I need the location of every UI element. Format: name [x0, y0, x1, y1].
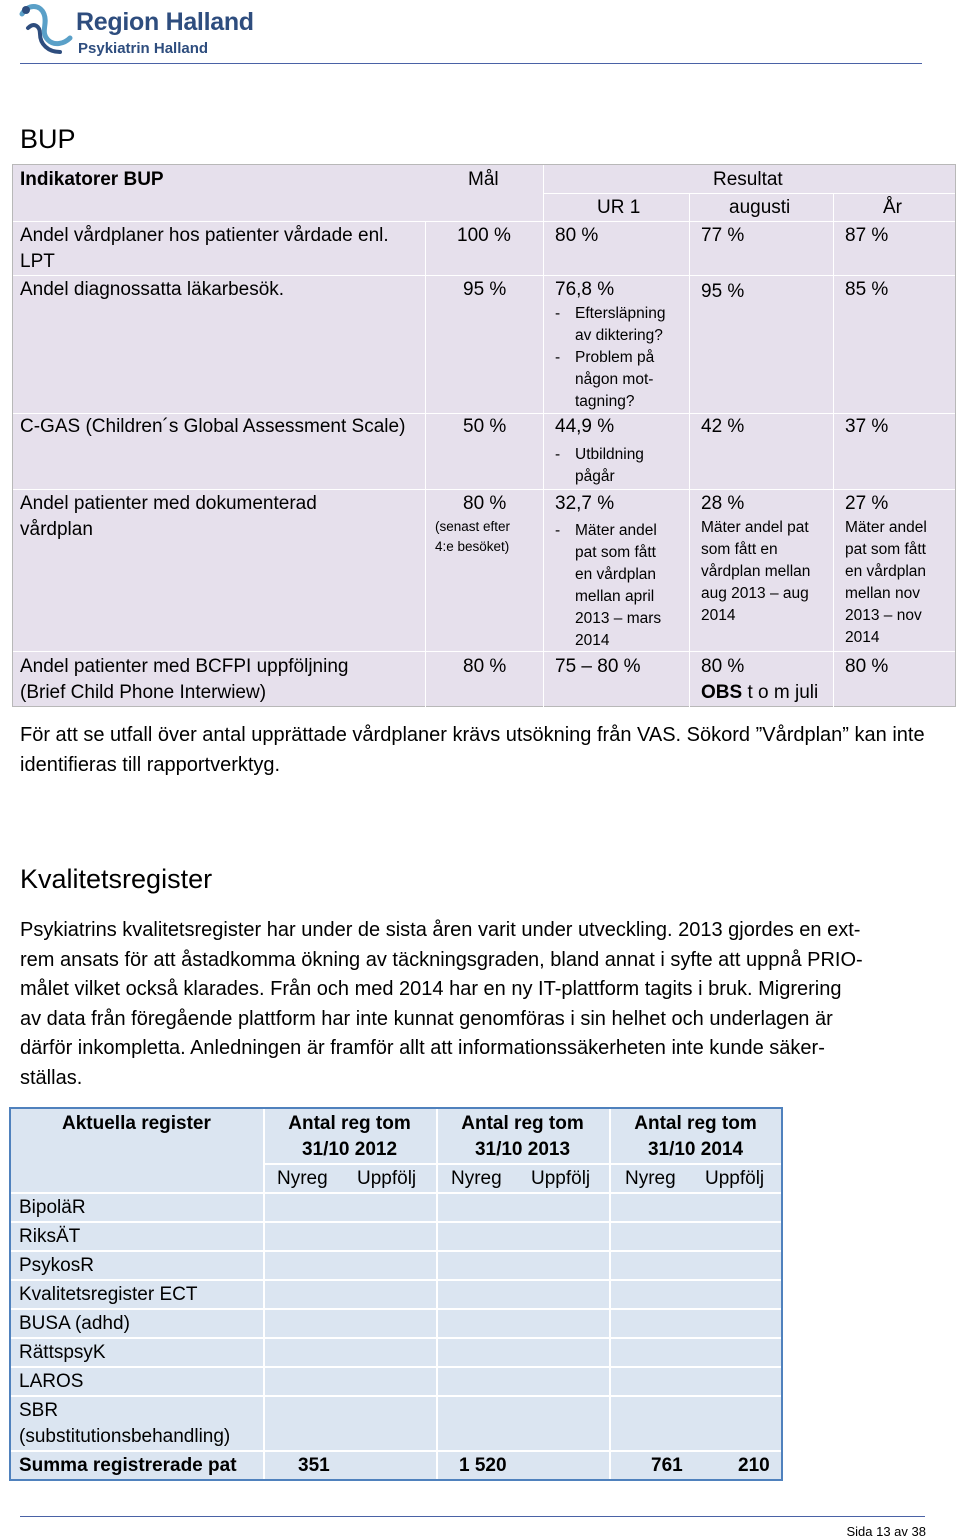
row-line: SBR	[19, 1400, 59, 1421]
group-header-2012	[263, 1111, 436, 1163]
cell-augusti: 77 %	[701, 225, 745, 246]
note-line: pat som fått	[575, 544, 656, 561]
col-header-ur1: UR 1	[597, 197, 641, 218]
sub-header-nyreg: Nyreg	[451, 1168, 502, 1189]
grid-line	[11, 1395, 781, 1397]
register-table	[9, 1107, 783, 1481]
table-row-rattspsyk: RättspsyK	[19, 1342, 106, 1363]
sub-header-nyreg: Nyreg	[277, 1168, 328, 1189]
grid-line	[13, 221, 955, 222]
name-line: Andel patienter med BCFPI uppföljning	[20, 656, 349, 677]
note-line: - Eftersläpning	[575, 305, 666, 322]
obs-rest: t o m juli	[742, 682, 819, 703]
grid-line	[11, 1366, 781, 1368]
cell-ar: 80 %	[845, 656, 889, 677]
cell-ur1: 44,9 %	[555, 416, 615, 437]
grid-line	[543, 165, 544, 707]
grid-line	[689, 193, 690, 707]
note-line: Mäter andel pat	[701, 519, 809, 536]
cell-augusti: 42 %	[701, 416, 745, 437]
cell-ur1: 32,7 %	[555, 493, 615, 514]
name-line: LPT	[20, 251, 55, 272]
grid-line	[11, 1279, 781, 1281]
header-line: Antal reg tom	[288, 1113, 411, 1134]
note-line: en vårdplan	[845, 563, 927, 580]
grid-line	[833, 193, 834, 707]
grid-line	[11, 1308, 781, 1310]
cell-ar: 27 %	[845, 493, 889, 514]
value-line: 80 %	[701, 656, 745, 677]
body-line: målet vilket också klarades. Från och med 2014 har en ny IT-plattform tagits i bruk. Migrering	[20, 978, 842, 1000]
grid-line	[263, 1163, 781, 1165]
note-paragraph: För att se utfall över antal upprättade vårdplaner krävs utsökning från VAS. Sökord ”Vårdplan” kan inte identifieras till rapportverktyg.	[20, 724, 925, 776]
cell-mal: 95 %	[463, 279, 507, 300]
body-paragraph	[20, 916, 950, 1093]
note-line: 2014	[845, 629, 880, 646]
cell-ur1: 80 %	[555, 225, 599, 246]
cell-ur1-notes	[555, 520, 661, 652]
table-row-rikseat: RiksÄT	[19, 1226, 81, 1247]
note-line: vårdplan mellan	[701, 563, 811, 580]
logo-mark-icon	[18, 2, 74, 60]
grid-line	[13, 275, 955, 276]
section-title-bup: BUP	[20, 124, 76, 154]
table-row-psykosr: PsykosR	[19, 1255, 94, 1276]
note-line: mellan nov	[845, 585, 920, 602]
body-line: därför inkompletta. Anledningen är framför allt att informationssäkerheten inte kunde säker-	[20, 1037, 825, 1059]
cell-mal: 80 %	[463, 493, 507, 514]
cell-ur1: 76,8 %	[555, 279, 615, 300]
grid-line	[13, 489, 955, 490]
grid-line	[11, 1450, 781, 1452]
table-row-ect: Kvalitetsregister ECT	[19, 1284, 198, 1305]
col-header-indikatorer: Indikatorer BUP	[20, 169, 164, 190]
table-row-name	[20, 223, 389, 275]
grid-line	[11, 1250, 781, 1252]
summa-value-2014-nyreg: 761	[651, 1455, 683, 1476]
header-line: 31/10 2013	[474, 1139, 571, 1160]
header-line: Antal reg tom	[461, 1113, 584, 1134]
cell-ur1-notes	[555, 303, 665, 413]
col-header-aktuella-register: Aktuella register	[62, 1113, 211, 1134]
table-row-name	[20, 491, 317, 543]
col-header-augusti: augusti	[729, 197, 791, 218]
table-row-laros: LAROS	[19, 1371, 84, 1392]
footer-rule	[20, 1516, 925, 1517]
row-line: (substitutionsbehandling)	[19, 1426, 231, 1447]
cell-mal: 100 %	[457, 225, 511, 246]
cell-ar: 87 %	[845, 225, 889, 246]
name-line: Andel patienter med dokumenterad	[20, 493, 317, 514]
header-line: 31/10 2014	[647, 1139, 744, 1160]
cell-mal: 80 %	[463, 656, 507, 677]
note-line: 2014	[701, 607, 736, 624]
cell-augusti-note	[701, 517, 810, 627]
note-line: 4:e besöket)	[435, 539, 510, 554]
table-row-busa: BUSA (adhd)	[19, 1313, 130, 1334]
section-title-kvalitetsregister: Kvalitetsregister	[20, 864, 213, 894]
note-line: 2014	[575, 632, 610, 649]
note-line: pat som fått	[845, 541, 926, 558]
note-line: 2013 – nov	[845, 607, 922, 624]
grid-line	[263, 1109, 265, 1479]
body-line: Psykiatrins kvalitetsregister har under de sista åren varit under utveckling. 2013 gjordes en ext-	[20, 919, 861, 941]
note-item	[555, 303, 665, 347]
body-line: ställas.	[20, 1066, 83, 1089]
note-line: - Mäter andel	[575, 522, 657, 539]
note-line: 2013 – mars	[575, 610, 662, 627]
note-line: tagning?	[575, 393, 635, 410]
col-header-resultat: Resultat	[713, 169, 783, 190]
group-header-2013	[436, 1111, 609, 1163]
obs-line	[701, 680, 818, 706]
summa-label: Summa registrerade pat	[19, 1455, 237, 1476]
note-item	[555, 444, 644, 488]
cell-mal-note	[435, 517, 510, 557]
page-number: Sida 13 av 38	[846, 1524, 926, 1539]
cell-ar: 85 %	[845, 279, 889, 300]
table-row-sbr	[19, 1398, 230, 1450]
table-row-name	[20, 654, 348, 706]
grid-line	[11, 1192, 781, 1194]
grid-line	[543, 193, 955, 194]
note-line: av diktering?	[575, 327, 663, 344]
cell-mal: 50 %	[463, 416, 507, 437]
summa-value-2013: 1 520	[459, 1455, 507, 1476]
note-line: - Problem på	[575, 349, 655, 366]
cell-augusti: 95 %	[701, 281, 745, 302]
body-line: rem ansats för att åstadkomma ökning av täckningsgraden, bland annat i syfte att uppnå PRIO-	[20, 948, 863, 971]
table-row-bipolar: BipoläR	[19, 1197, 86, 1218]
note-line: pågår	[575, 468, 615, 485]
logo-org-sub: Psykiatrin Halland	[78, 40, 209, 57]
note-line: - Utbildning	[575, 446, 644, 463]
note-line: en vårdplan	[575, 566, 657, 583]
cell-ur1: 75 – 80 %	[555, 656, 641, 677]
cell-ar-note	[845, 517, 927, 649]
grid-line	[425, 221, 426, 707]
logo-org-name: Region Halland	[76, 8, 254, 36]
cell-augusti: 28 %	[701, 493, 745, 514]
note-line: som fått en	[701, 541, 778, 558]
sub-header-nyreg: Nyreg	[625, 1168, 676, 1189]
note-line: aug 2013 – aug	[701, 585, 809, 602]
obs-label: OBS	[701, 682, 743, 703]
cell-ar: 37 %	[845, 416, 889, 437]
body-line: av data från föregående plattform har inte kunnat genomföras i sin helhet och underlagen är	[20, 1007, 833, 1030]
name-line: vårdplan	[20, 519, 93, 540]
sub-header-uppfolj: Uppfölj	[705, 1168, 765, 1189]
table-row-name: Andel diagnossatta läkarbesök.	[20, 279, 285, 300]
header-rule	[20, 63, 922, 64]
note-item	[555, 347, 665, 413]
grid-line	[13, 651, 955, 652]
col-header-ar: År	[883, 197, 902, 218]
note-item	[555, 520, 661, 652]
table-row-name: C-GAS (Children´s Global Assessment Scale)	[20, 416, 406, 437]
summa-value-2014-uppfolj: 210	[738, 1455, 770, 1476]
group-header-2014	[609, 1111, 782, 1163]
name-line: (Brief Child Phone Interwiew)	[20, 682, 267, 703]
note-line: mellan april	[575, 588, 655, 605]
note-line: (senast efter	[435, 519, 511, 534]
cell-augusti	[701, 654, 818, 706]
name-line: Andel vårdplaner hos patienter vårdade enl.	[20, 225, 389, 246]
note-line: Mäter andel	[845, 519, 927, 536]
grid-line	[609, 1109, 611, 1479]
grid-line	[436, 1109, 438, 1479]
col-header-mal: Mål	[468, 169, 499, 190]
note-line: någon mot-	[575, 371, 654, 388]
cell-ur1-notes	[555, 444, 644, 488]
header-line: 31/10 2012	[301, 1139, 398, 1160]
sub-header-uppfolj: Uppfölj	[357, 1168, 417, 1189]
grid-line	[11, 1221, 781, 1223]
header-line: Antal reg tom	[634, 1113, 757, 1134]
region-halland-logo	[18, 2, 278, 62]
bup-indicator-table	[12, 164, 956, 707]
summa-value-2012: 351	[298, 1455, 330, 1476]
grid-line	[11, 1337, 781, 1339]
sub-header-uppfolj: Uppfölj	[531, 1168, 591, 1189]
